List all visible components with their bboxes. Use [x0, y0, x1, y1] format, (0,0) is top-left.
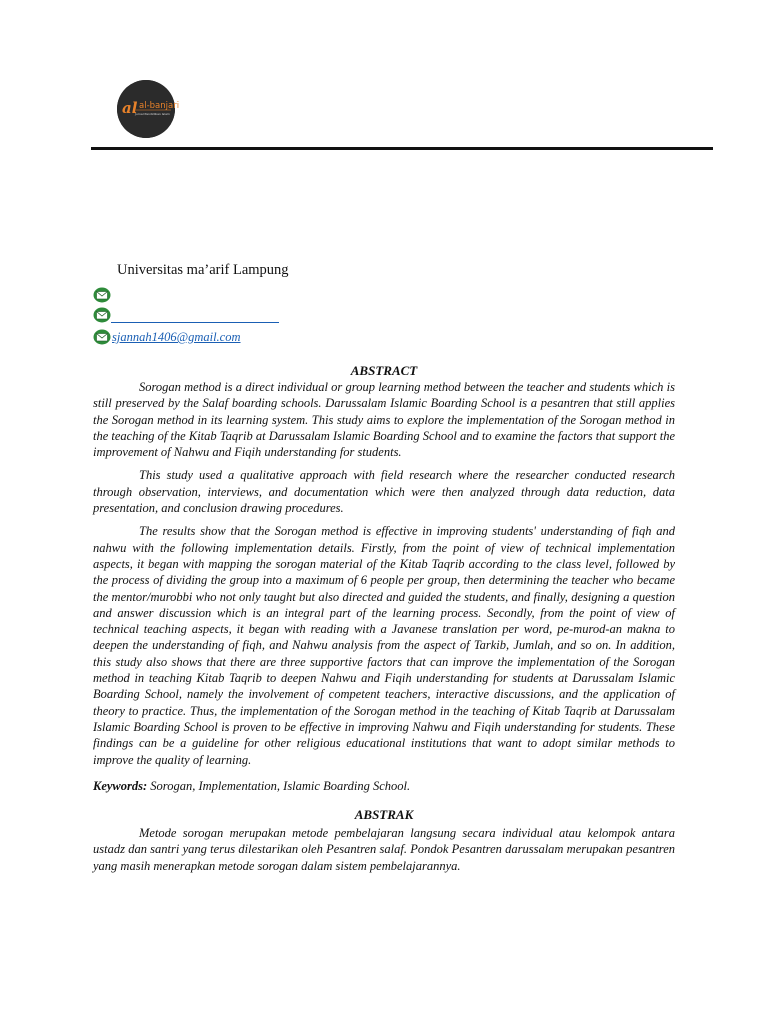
abstract-paragraph: The results show that the Sorogan method is effective in improving students' understanding of fiqh and nahwu with the following implementation details. Firstly, from the point of view of technical implementation aspects, it began with mapping the sorogan material of the Kitab Taqrib according to the class level, followed by the process of dividing the group into a maximum of 6 people per group, then determining the teacher who became the mentor/murobbi who not only taught but also directed and guided the students, and finally, designing a question and answer discussion which is an integral part of the learning process. Secondly, from the point of view of technical teaching aspects, it began with reading with a Javanese translation per word, pe-murod-an makna to deepen the understanding of fiqh, and Nahwu analysis from the aspect of Tarkib, Jumlah, and so on. In addition, this study also shows that there are three supportive factors that can improve the implementation of the Sorogan method in teaching Kitab Taqrib to deepen Nahwu and Fiqih understanding for students at Darussalam Islamic Boarding School, namely the involvement of competent teachers, interactive discussions, and the application of theory to practice. Thus, the implementation of the Sorogan method in the teaching of Kitab Taqrib at Darussalam Islamic Boarding School is proven to be effective in improving Nahwu and Fiqih understanding for students. These findings can be a guideline for other religious educational institutions that want to adopt similar methods to improve the quality of learning.: [93, 524, 675, 767]
keywords-text: Sorogan, Implementation, Islamic Boarding School.: [150, 778, 411, 793]
svg-text:Jurnal Pendidikan Islam: Jurnal Pendidikan Islam: [135, 112, 170, 116]
abstract-paragraph: This study used a qualitative approach with field research where the researcher conducted research through observation, interviews, and documentation which were then analyzed through data reduction, data presentation, and conclusion drawing procedures.: [93, 468, 675, 516]
email-icon: [93, 287, 111, 303]
email-icon: [93, 329, 111, 345]
abstrak-heading: ABSTRAK: [354, 807, 414, 823]
keywords-label: Keywords:: [93, 778, 148, 793]
keywords-line: [93, 778, 675, 794]
logo-mark: [117, 80, 180, 138]
journal-logo: [117, 80, 180, 138]
abstract-heading: ABSTRACT: [350, 363, 418, 378]
abstrak-paragraph: Metode sorogan merupakan metode pembelajaran langsung secara individual atau kelompok antara ustadz dan santri yang terus dilestarikan oleh Pesantren salaf. Pondok Pesantren darussalam merupakan pesantren yang masih menerapkan metode sorogan dalam sistem pembelajarannya.: [93, 826, 675, 873]
email-link-underline[interactable]: [111, 322, 279, 323]
contact-row-1: [93, 287, 293, 305]
author-affiliation: Universitas ma’arif Lampung: [117, 262, 289, 278]
email-link[interactable]: sjannah1406@gmail.com: [112, 330, 241, 344]
email-icon: [93, 307, 111, 323]
svg-text:al: al: [122, 99, 138, 117]
abstract-body: [93, 362, 675, 874]
contact-row-2: [93, 307, 293, 325]
header-rule: [91, 147, 713, 150]
abstract-paragraph: Sorogan method is a direct individual or group learning method between the teacher and students which is still preserved by the Salaf boarding schools. Darussalam Islamic Boarding School is a pesantren that still applies the Sorogan method in its learning system. This study aims to explore the implementation of the Sorogan method in the teaching of the Kitab Taqrib at Darussalam Islamic Boarding School and to examine the factors that support the improvement of Nahwu and Fiqih understanding for students.: [93, 380, 675, 460]
svg-text:al-banjari: al-banjari: [139, 101, 180, 111]
contact-row-3: [93, 329, 293, 347]
